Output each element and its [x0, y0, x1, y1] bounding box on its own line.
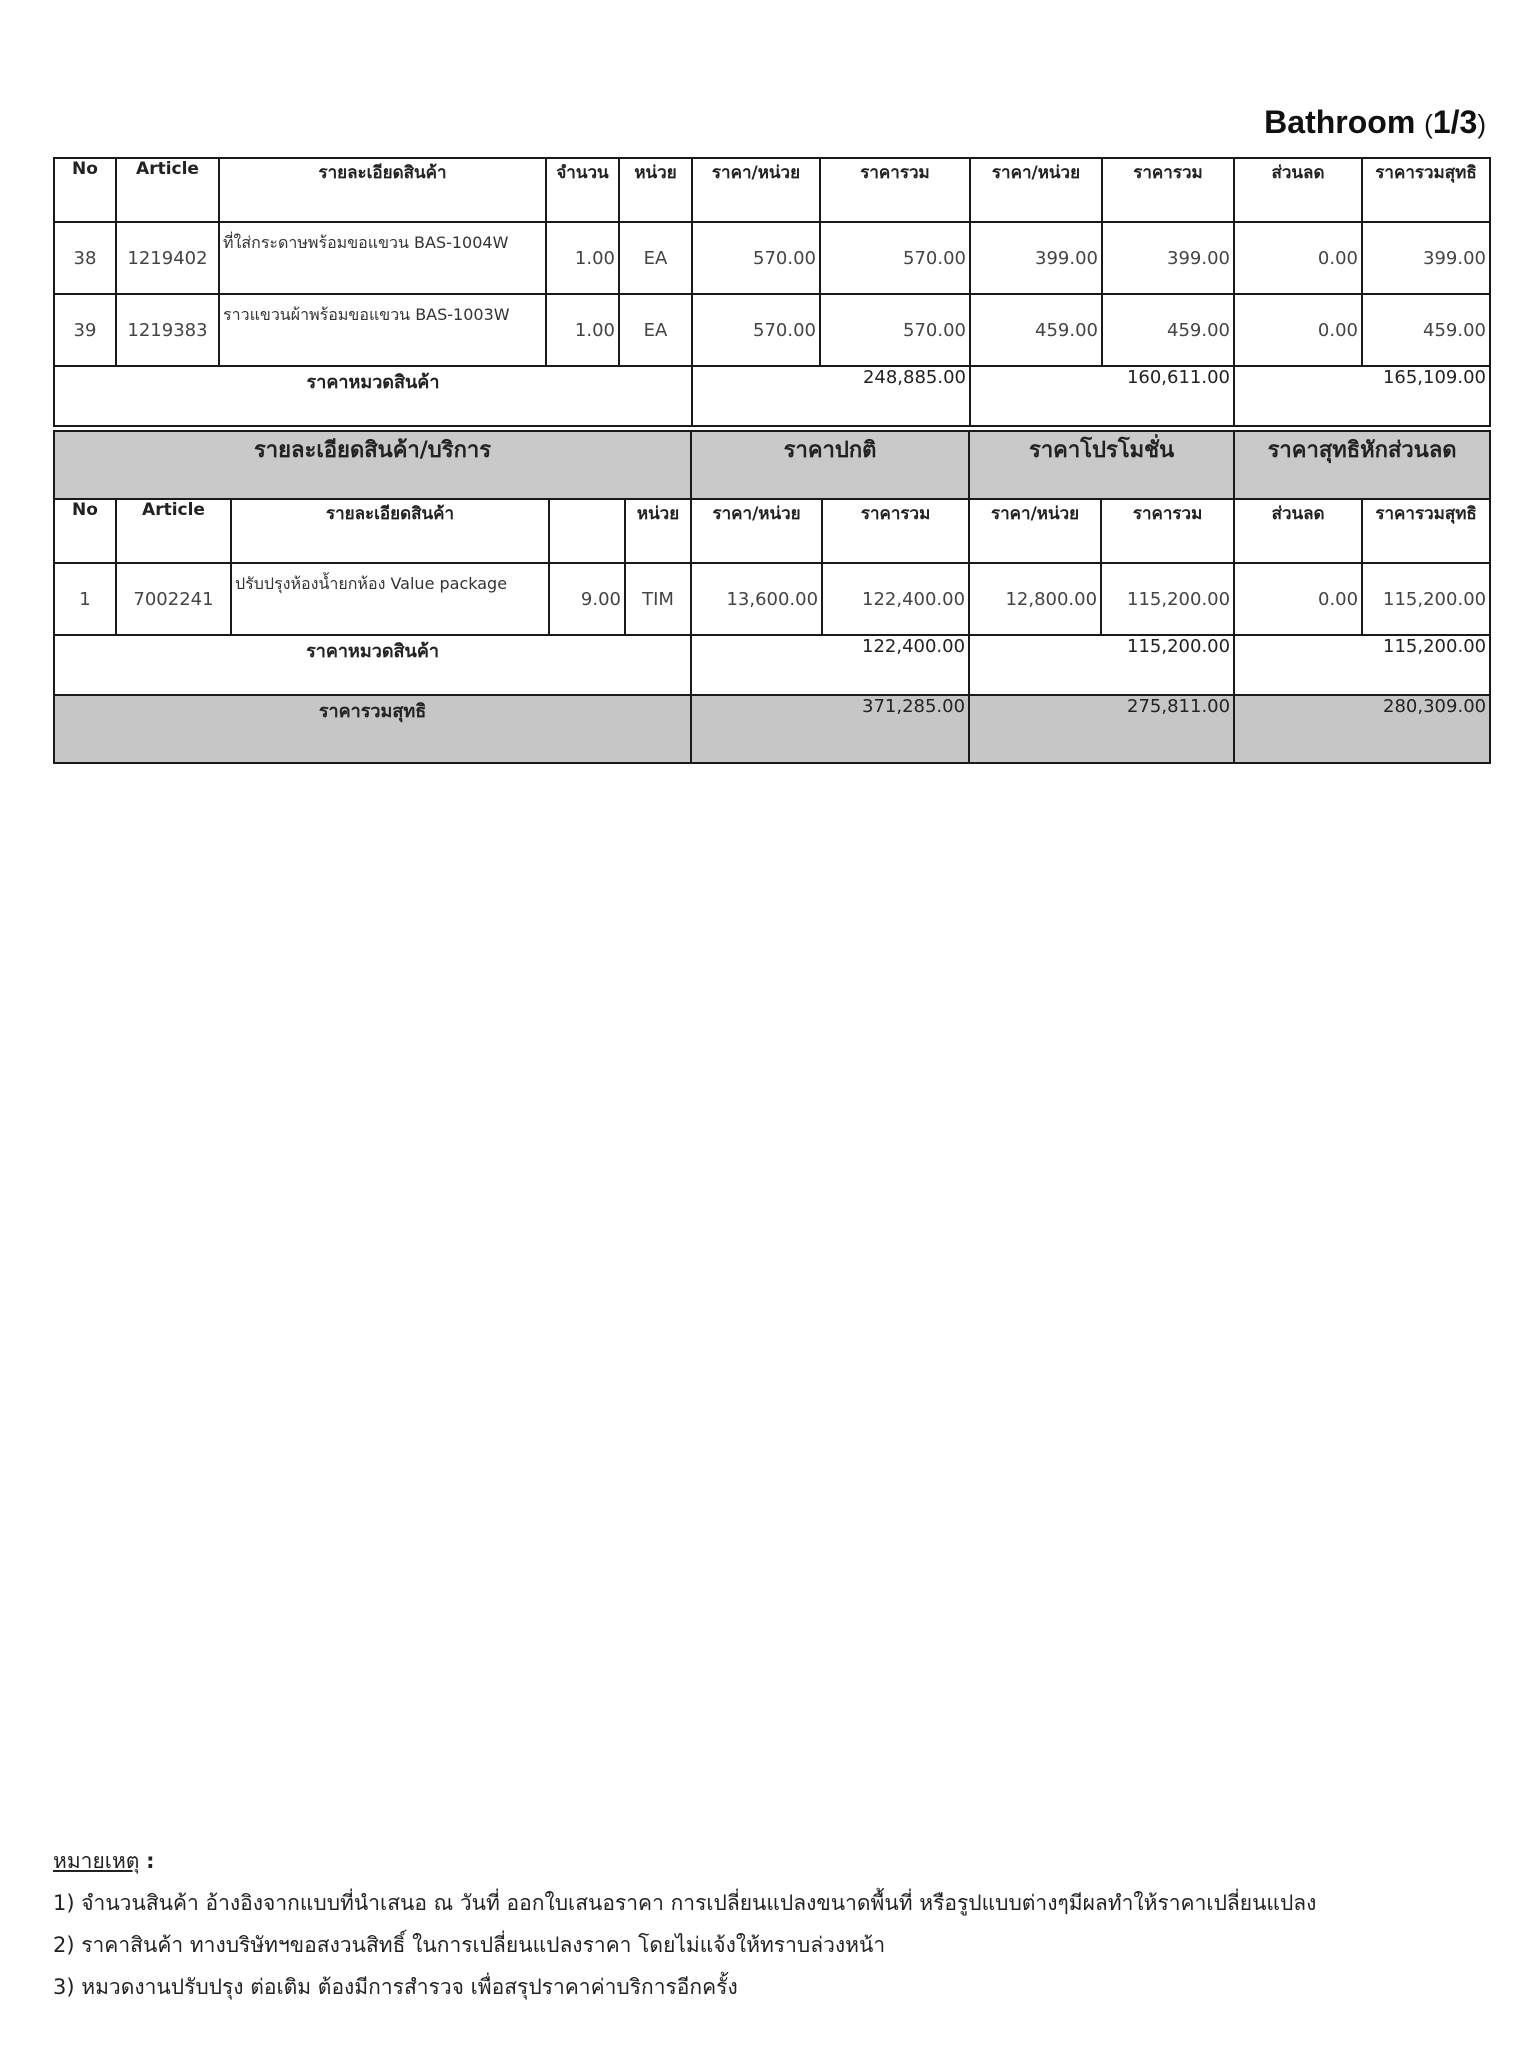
- subtotal-row: [54, 635, 1490, 695]
- column-header: จำนวน: [546, 158, 619, 222]
- page-title-open-paren: (: [1424, 109, 1433, 139]
- column-header: รายละเอียดสินค้า: [231, 499, 549, 563]
- section-header-promo-price: ราคาโปรโมชั่น: [969, 431, 1234, 499]
- cell-article: 1219402: [116, 222, 219, 294]
- page-number: 1/3: [1432, 104, 1478, 140]
- cell-discount: 0.00: [1234, 294, 1362, 366]
- cell-description: ปรับปรุงห้องน้ำยกห้อง Value package: [231, 563, 549, 635]
- notes-title: หมายเหตุ: [53, 1849, 140, 1873]
- cell-promo-unit-price: 12,800.00: [969, 563, 1101, 635]
- cell-article: 7002241: [116, 563, 231, 635]
- column-header: [549, 499, 625, 563]
- cell-no: 39: [54, 294, 116, 366]
- table-row: [54, 222, 1490, 294]
- cell-qty: 9.00: [549, 563, 625, 635]
- cell-description: ราวแขวนผ้าพร้อมขอแขวน BAS-1003W: [219, 294, 546, 366]
- notes-heading: [53, 1840, 1316, 1882]
- cell-net-total: 459.00: [1362, 294, 1490, 366]
- page-title-close-paren: ): [1477, 109, 1486, 139]
- column-header: ราคารวม: [822, 499, 969, 563]
- subtotal-row: [54, 366, 1490, 426]
- grand-total-net: 280,309.00: [1234, 695, 1490, 763]
- column-header: หน่วย: [619, 158, 692, 222]
- services-table: [53, 430, 1491, 764]
- note-item: 1) จำนวนสินค้า อ้างอิงจากแบบที่นำเสนอ ณ วันที่ ออกใบเสนอราคา การเปลี่ยนแปลงขนาดพื้นที่ หรือรูปแบบต่างๆมีผลทำให้ราคาเปลี่ยนแปลง: [53, 1891, 1317, 1915]
- table-row: [54, 563, 1490, 635]
- subtotal-net: 115,200.00: [1234, 635, 1490, 695]
- column-header: Article: [116, 499, 231, 563]
- cell-description: ที่ใส่กระดาษพร้อมขอแขวน BAS-1004W: [219, 222, 546, 294]
- grand-total-row: [54, 695, 1490, 763]
- section-header-row: [54, 431, 1490, 499]
- notes-section: [53, 1840, 1316, 2008]
- cell-promo-total: 399.00: [1102, 222, 1234, 294]
- products-table: [53, 157, 1491, 427]
- column-header: ราคารวม: [1101, 499, 1234, 563]
- column-header: Article: [116, 158, 219, 222]
- column-header: ราคา/หน่วย: [970, 158, 1102, 222]
- cell-qty: 1.00: [546, 222, 619, 294]
- cell-no: 1: [54, 563, 116, 635]
- subtotal-label: ราคาหมวดสินค้า: [54, 635, 691, 695]
- cell-promo-unit-price: 459.00: [970, 294, 1102, 366]
- cell-total: 122,400.00: [822, 563, 969, 635]
- cell-unit-price: 13,600.00: [691, 563, 822, 635]
- subtotal-promo: 115,200.00: [969, 635, 1234, 695]
- subtotal-promo: 160,611.00: [970, 366, 1234, 426]
- note-item: 2) ราคาสินค้า ทางบริษัทฯขอสงวนสิทธิ์ ในการเปลี่ยนแปลงราคา โดยไม่แจ้งให้ทราบล่วงหน้า: [53, 1933, 886, 1957]
- cell-qty: 1.00: [546, 294, 619, 366]
- cell-unit-price: 570.00: [692, 222, 820, 294]
- column-header: ราคา/หน่วย: [969, 499, 1101, 563]
- cell-total: 570.00: [820, 222, 970, 294]
- page-title-main: Bathroom: [1264, 104, 1416, 140]
- column-header: ราคา/หน่วย: [691, 499, 822, 563]
- cell-unit: EA: [619, 222, 692, 294]
- subtotal-normal: 248,885.00: [692, 366, 970, 426]
- column-header: หน่วย: [625, 499, 691, 563]
- cell-article: 1219383: [116, 294, 219, 366]
- subtotal-normal: 122,400.00: [691, 635, 969, 695]
- cell-discount: 0.00: [1234, 222, 1362, 294]
- column-header: ส่วนลด: [1234, 499, 1362, 563]
- cell-unit: TIM: [625, 563, 691, 635]
- cell-net-total: 399.00: [1362, 222, 1490, 294]
- column-header: ราคา/หน่วย: [692, 158, 820, 222]
- services-header-row: [54, 499, 1490, 563]
- column-header: No: [54, 499, 116, 563]
- subtotal-label: ราคาหมวดสินค้า: [54, 366, 692, 426]
- cell-promo-total: 459.00: [1102, 294, 1234, 366]
- notes-colon: :: [146, 1849, 155, 1873]
- note-item: 3) หมวดงานปรับปรุง ต่อเติม ต้องมีการสำรวจ เพื่อสรุปราคาค่าบริการอีกครั้ง: [53, 1975, 738, 1999]
- products-header-row: [54, 158, 1490, 222]
- column-header: ราคารวมสุทธิ: [1362, 499, 1490, 563]
- column-header: ส่วนลด: [1234, 158, 1362, 222]
- cell-promo-total: 115,200.00: [1101, 563, 1234, 635]
- section-header-detail: รายละเอียดสินค้า/บริการ: [54, 431, 691, 499]
- grand-total-label: ราคารวมสุทธิ: [54, 695, 691, 763]
- page-title: [1264, 104, 1486, 141]
- grand-total-normal: 371,285.00: [691, 695, 969, 763]
- cell-total: 570.00: [820, 294, 970, 366]
- cell-unit-price: 570.00: [692, 294, 820, 366]
- column-header: ราคารวมสุทธิ: [1362, 158, 1490, 222]
- column-header: ราคารวม: [1102, 158, 1234, 222]
- cell-unit: EA: [619, 294, 692, 366]
- column-header: No: [54, 158, 116, 222]
- cell-promo-unit-price: 399.00: [970, 222, 1102, 294]
- cell-no: 38: [54, 222, 116, 294]
- table-row: [54, 294, 1490, 366]
- subtotal-net: 165,109.00: [1234, 366, 1490, 426]
- cell-discount: 0.00: [1234, 563, 1362, 635]
- column-header: รายละเอียดสินค้า: [219, 158, 546, 222]
- grand-total-promo: 275,811.00: [969, 695, 1234, 763]
- cell-net-total: 115,200.00: [1362, 563, 1490, 635]
- section-header-normal-price: ราคาปกติ: [691, 431, 969, 499]
- section-header-net-price: ราคาสุทธิหักส่วนลด: [1234, 431, 1490, 499]
- column-header: ราคารวม: [820, 158, 970, 222]
